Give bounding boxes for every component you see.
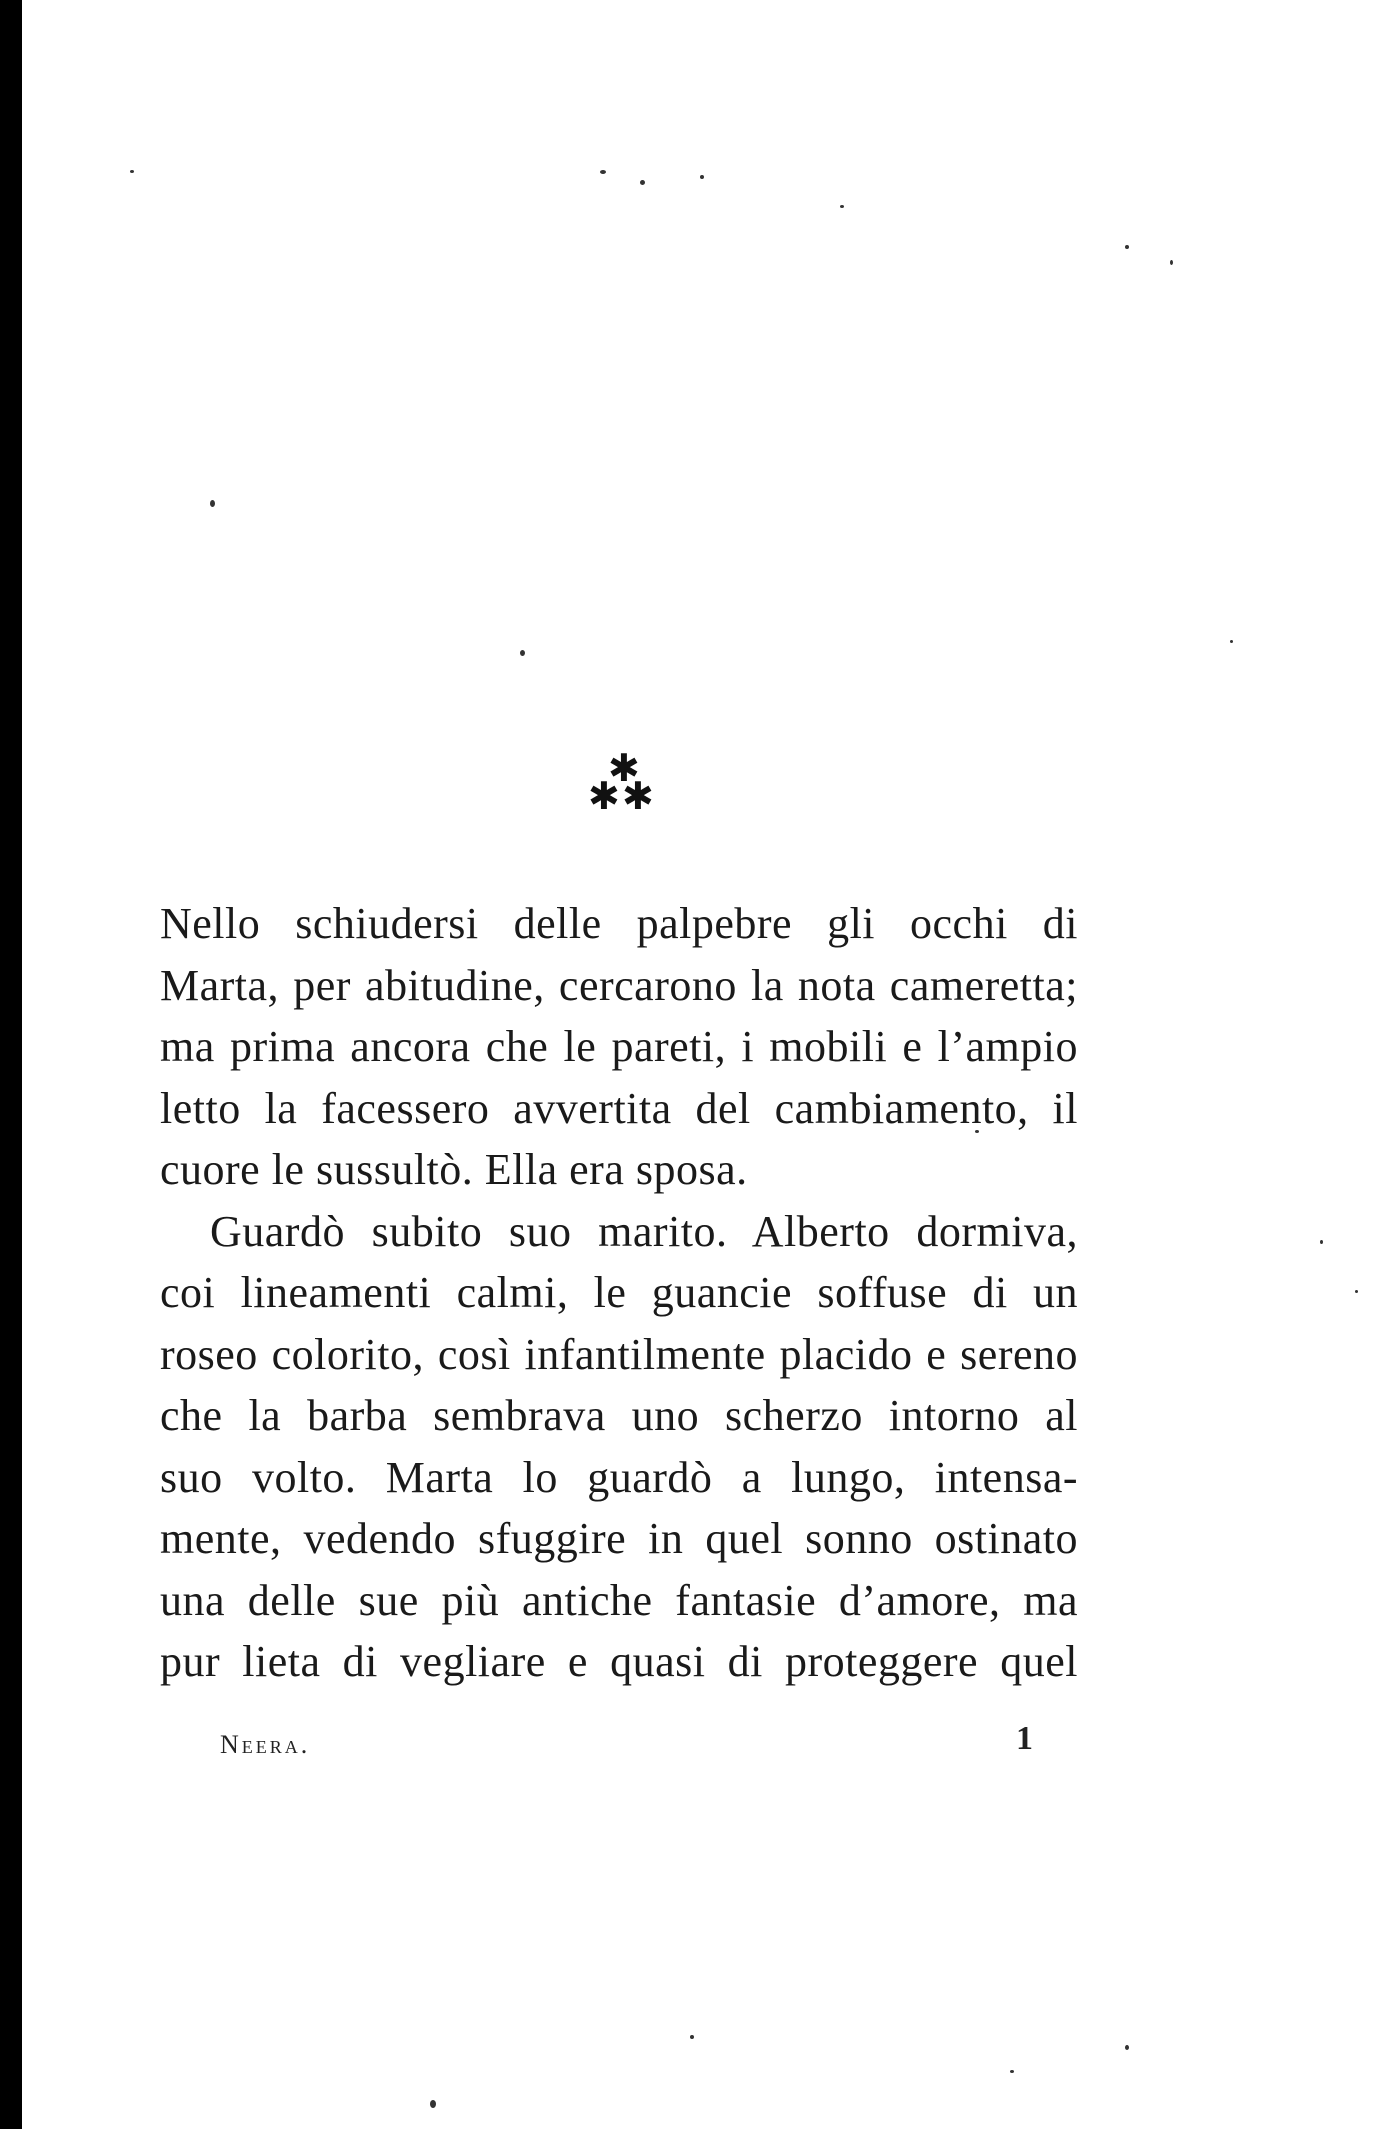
page-body-text bbox=[160, 893, 1078, 1693]
text-line: ma prima ancora che le pareti, i mobili e l’ampio bbox=[160, 1022, 1078, 1071]
text-line: Guardò subito suo marito. Alberto dormiva, bbox=[210, 1206, 1078, 1256]
signature-number: 1 bbox=[1016, 1720, 1033, 1757]
text-line: mente, vedendo sfuggire in quel sonno ostinato bbox=[160, 1514, 1078, 1563]
text-line: una delle sue più antiche fantasie d’amore, ma bbox=[160, 1575, 1078, 1625]
signature-mark: Neera. bbox=[220, 1730, 311, 1759]
section-ornament: ✱ ✱ ✱ bbox=[588, 748, 654, 818]
text-line: Marta, per abitudine, cercarono la nota cameretta; bbox=[160, 960, 1078, 1010]
text-line: coi lineamenti calmi, le guancie soffuse di un bbox=[160, 1268, 1078, 1317]
text-line: roseo colorito, così infantilmente placido e sereno bbox=[160, 1329, 1078, 1379]
text-line: pur lieta di vegliare e quasi di proteggere quel bbox=[160, 1637, 1078, 1686]
text-line: cuore le sussultò. Ella era sposa. bbox=[160, 1145, 748, 1194]
text-line: letto la facessero avvertita del cambiamento, il bbox=[160, 1083, 1078, 1133]
scan-left-edge bbox=[0, 0, 22, 2129]
text-line: Nello schiudersi delle palpebre gli occhi di bbox=[160, 899, 1078, 948]
text-line: che la barba sembrava uno scherzo intorno al bbox=[160, 1391, 1078, 1440]
text-line: suo volto. Marta lo guardò a lungo, intensa- bbox=[160, 1452, 1078, 1502]
